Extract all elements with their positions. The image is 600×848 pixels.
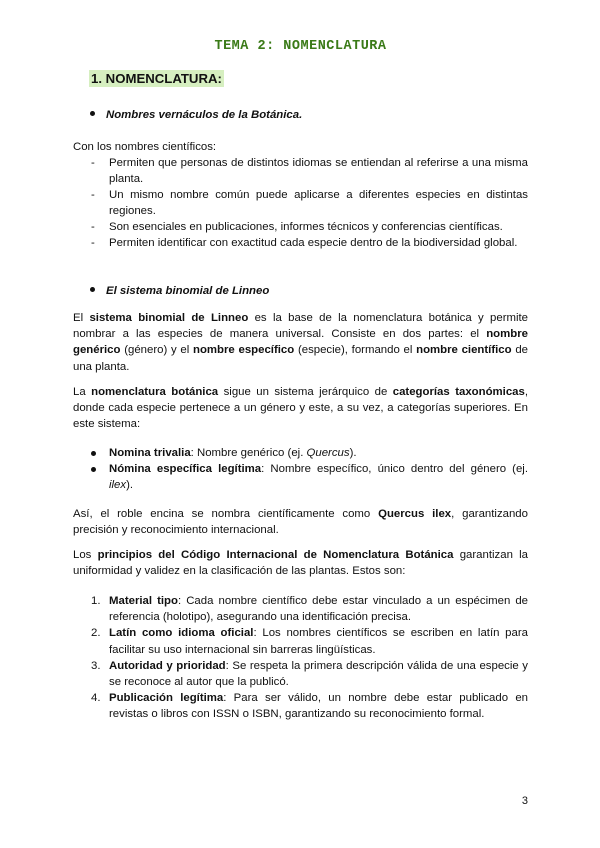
- paragraph-example: Así, el roble encina se nombra científicamente como Quercus ilex, garantizando precisión y reconocimiento internacional.: [73, 508, 528, 537]
- bullet-dot-icon: [91, 451, 96, 456]
- page-number: 3: [521, 795, 528, 808]
- paragraph-nomenclatura: La nomenclatura botánica sigue un sistema jerárquico de categorías taxonómicas, donde cada especie pertenece a un género y este, a su vez, a categorías superiores. En este sistema:: [73, 386, 528, 431]
- list-item: Nomina trivalia: Nombre genérico (ej. Quercus).: [91, 445, 528, 461]
- bullet-dot-icon: [90, 287, 95, 292]
- bullet-dot-icon: [90, 111, 95, 116]
- dash-item: - Son esenciales en publicaciones, informes técnicos y conferencias científicas.: [91, 221, 503, 233]
- paragraph-principles: Los principios del Código Internacional de Nomenclatura Botánica garantizan la uniformidad y validez en la clasificación de las plantas. Estos son:: [73, 549, 529, 578]
- terms-list: [91, 445, 528, 494]
- list-item: 4. Publicación legítima: Para ser válido, un nombre debe estar publicado en revistas o libros con ISSN o ISBN, garantizando su reconocimiento formal.: [91, 692, 528, 721]
- list-item: 2. Latín como idioma oficial: Los nombres científicos se escriben en latín para facilitar su uso internacional sin barreras lingüísticas.: [91, 627, 528, 656]
- page-title: TEMA 2: NOMENCLATURA: [214, 39, 387, 54]
- dash-item: - Permiten identificar con exactitud cada especie dentro de la biodiversidad global.: [91, 237, 518, 249]
- section-number: 1.: [91, 71, 102, 86]
- dash-item: - Permiten que personas de distintos idiomas se entiendan al referirse a una misma planta.: [91, 157, 528, 186]
- list-item: 3. Autoridad y prioridad: Se respeta la primera descripción válida de una especie y se reconoce al autor que la publicó.: [91, 659, 528, 688]
- bullet-dot-icon: [91, 467, 96, 472]
- paragraph-linneo: El sistema binomial de Linneo es la base de la nomenclatura botánica y permite nombrar a las especies de manera universal. Consiste en dos partes: el nombre genérico (género) y el nombre específico (especie), formando el nombre científico de una planta.: [73, 312, 529, 373]
- intro-text: Con los nombres científicos:: [73, 141, 217, 153]
- list-item: 1. Material tipo: Cada nombre científico debe estar vinculado a un espécimen de referencia (holotipo), asegurando una identificación precisa.: [91, 595, 528, 624]
- section-label: NOMENCLATURA:: [105, 71, 222, 86]
- dash-item: - Un mismo nombre común puede aplicarse a diferentes especies en distintas regiones.: [91, 189, 528, 218]
- principles-list: [91, 593, 528, 723]
- bullet-linneo: El sistema binomial de Linneo: [90, 283, 269, 299]
- bullet-vernacular: Nombres vernáculos de la Botánica.: [90, 107, 302, 123]
- list-item: Nómina específica legítima: Nombre específico, único dentro del género (ej. ilex).: [91, 461, 528, 493]
- section-heading: [89, 70, 224, 89]
